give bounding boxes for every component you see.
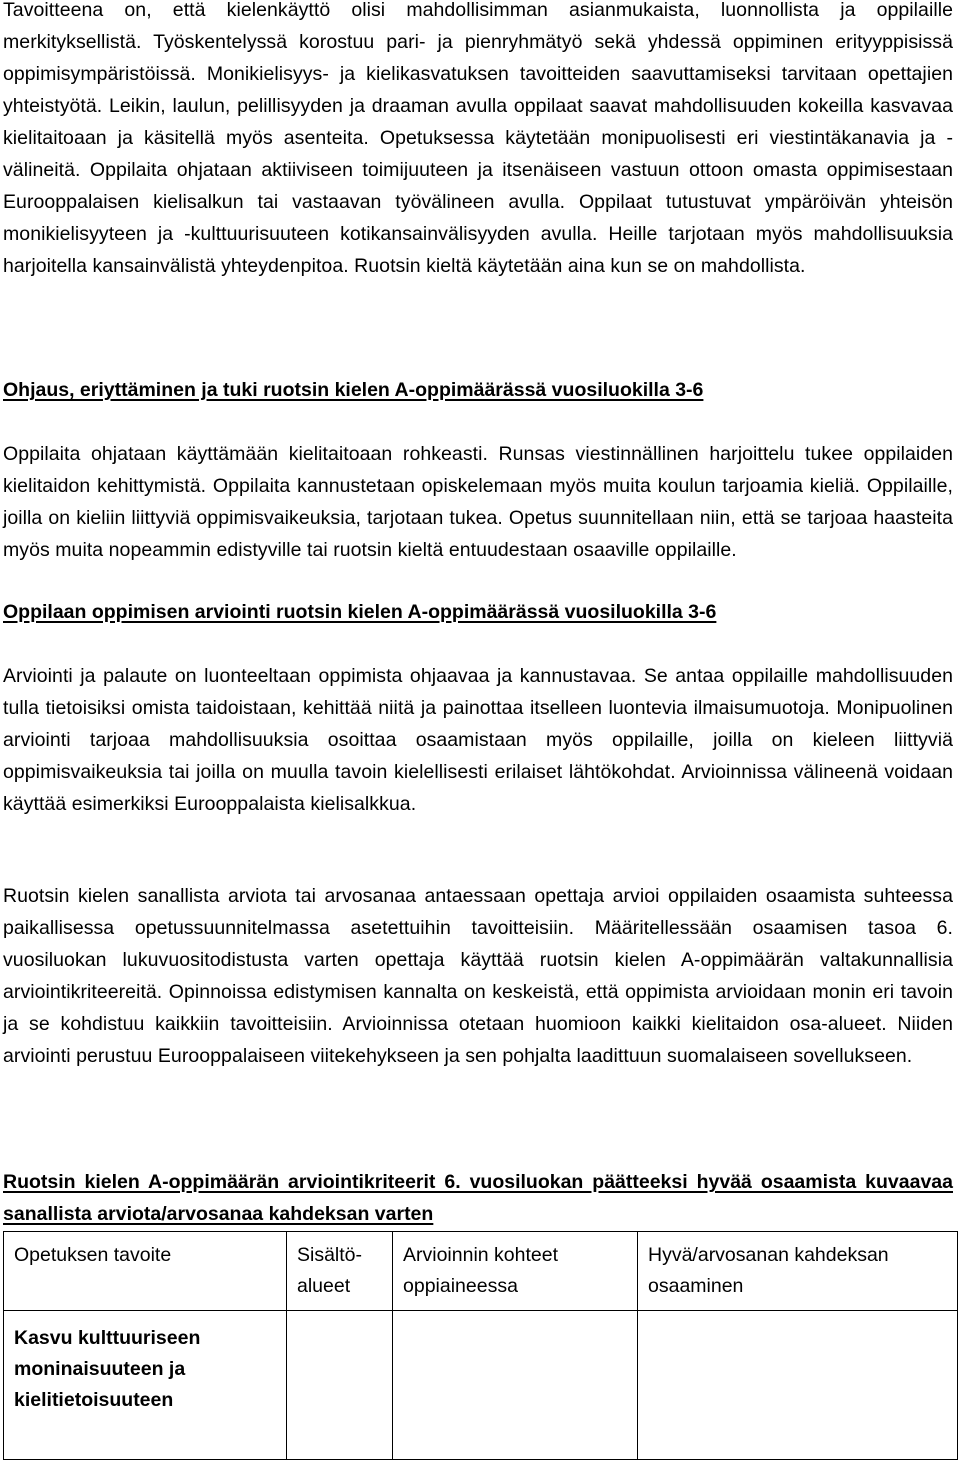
criteria-heading: Ruotsin kielen A-oppimäärän arviointikriteerit 6. vuosiluokan päätteeksi hyvää osaamista kuvaavaa sanallista arviota/arvosanaa kahdeksan varten [3,1171,953,1225]
criteria-table [3,1231,958,1460]
table-cell-goal: Kasvu kulttuuriseen moninaisuuteen ja kielitietoisuuteen [4,1311,287,1460]
intro-paragraph: Tavoitteena on, että kielenkäyttö olisi mahdollisimman asianmukaista, luonnollista ja oppilaille merkityksellistä. Työskentelyssä korostuu pari- ja pienryhmätyö sekä yhdessä oppiminen erityyppisissä oppimisympäristöissä. Monikielisyys- ja kielikasvatuksen tavoitteiden saavuttamiseksi tarvitaan opettajien yhteistyötä. Leikin, laulun, pelillisyyden ja draaman avulla oppilaat saavat mahdollisuuden kokeilla kasvavaa kielitaitoaan ja käsitellä myös asenteita. Opetuksessa käytetään monipuolisesti eri viestintäkanavia ja -välineitä. Oppilaita ohjataan aktiiviseen toimijuuteen ja itsenäiseen vastuun ottoon omasta oppimisestaan Eurooppalaisen kielisalkun tai vastaavan työvälineen avulla. Oppilaat tutustuvat ympäröivän yhteisön monikielisyyteen ja -kulttuurisuuteen kotikansainvälisyyden avulla. Heille tarjotaan myös mahdollisuuksia harjoitella kansainvälistä yhteydenpitoa. Ruotsin kieltä käytetään aina kun se on mahdollista. [3,0,953,277]
table-cell-grade-eight [638,1311,958,1460]
header-cell-goal: Opetuksen tavoite [4,1232,287,1311]
table-cell-assessment-targets [393,1311,638,1460]
table-cell-content-areas [287,1311,393,1460]
header-cell-content-areas: Sisältö-alueet [287,1232,393,1311]
table-header-row [4,1232,958,1311]
header-cell-assessment-targets: Arvioinnin kohteet oppiaineessa [393,1232,638,1311]
assessment-heading: Oppilaan oppimisen arviointi ruotsin kielen A-oppimäärässä vuosiluokilla 3-6 [3,601,717,623]
guidance-heading: Ohjaus, eriyttäminen ja tuki ruotsin kielen A-oppimäärässä vuosiluokilla 3-6 [3,379,704,401]
grading-paragraph: Ruotsin kielen sanallista arviota tai arvosanaa antaessaan opettaja arvioi oppilaiden osaamista suhteessa paikallisessa opetussuunnitelmassa asetettuihin tavoitteisiin. Määritellessään osaamisen tasoa 6. vuosiluokan lukuvuositodistusta varten opettaja käyttää ruotsin kielen A-oppimäärän valtakunnallisia arviointikriteereitä. Opinnoissa edistymisen kannalta on keskeistä, että oppimista arvioidaan monin eri tavoin ja se kohdistuu kaikkiin tavoitteisiin. Arvioinnissa otetaan huomioon kaikki kielitaidon osa-alueet. Niiden arviointi perustuu Eurooppalaiseen viitekehykseen ja sen pohjalta laadittuun suomalaiseen sovellukseen. [3,885,953,1067]
header-cell-grade-eight: Hyvä/arvosanan kahdeksan osaaminen [638,1232,958,1311]
assessment-paragraph: Arviointi ja palaute on luonteeltaan oppimista ohjaavaa ja kannustavaa. Se antaa oppilaille mahdollisuuden tulla tietoisiksi omista taidoistaan, kehittää niitä ja painottaa itselleen luontevia ilmaisumuotoja. Monipuolinen arviointi tarjoaa mahdollisuuksia osoittaa osaamistaan myös oppilaille, joilla on kieleen liittyviä oppimisvaikeuksia tai joilla on muulla tavoin kielellisesti erilaiset lähtökohdat. Arvioinnissa välineenä voidaan käyttää esimerkiksi Eurooppalaista kielisalkkua. [3,665,953,815]
table-row [4,1311,958,1460]
guidance-paragraph: Oppilaita ohjataan käyttämään kielitaitoaan rohkeasti. Runsas viestinnällinen harjoittelu tukee oppilaiden kielitaidon kehittymistä. Oppilaita kannustetaan opiskelemaan myös muita koulun tarjoamia kieliä. Oppilaille, joilla on kieliin liittyviä oppimisvaikeuksia, tarjotaan tukea. Opetus suunnitellaan niin, että se tarjoaa haasteita myös muita nopeammin edistyville tai ruotsin kieltä entuudestaan osaaville oppilaille. [3,443,953,561]
